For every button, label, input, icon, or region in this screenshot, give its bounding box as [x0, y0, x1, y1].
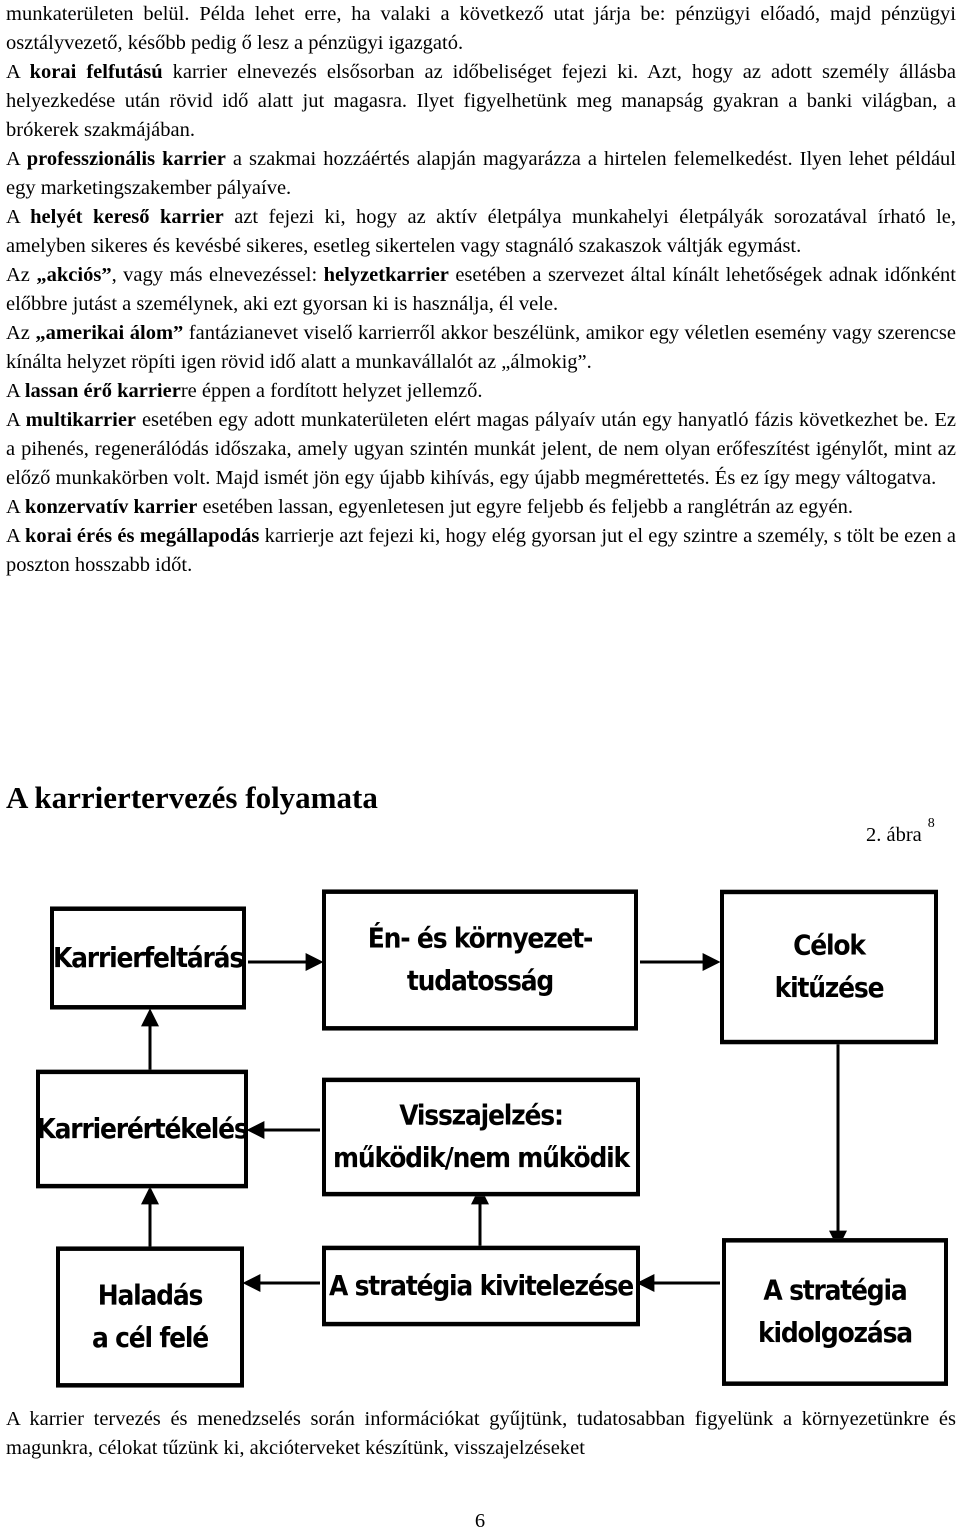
text-run: munkaterületen belül. Példa lehet erre, ha valaki a következő utat járja be: pénzügyi előadó, majd pénzügyi osztályvezető, később pedig ő lesz a pénzügyi igazgató. [6, 3, 956, 54]
diagram-box-strategia-kivitelezese [322, 1246, 640, 1327]
text-run: A [6, 525, 25, 547]
diagram-box-en-kornyezet-tudatossag [322, 889, 638, 1030]
body-text-bottom [6, 1405, 956, 1463]
bold-term: korai érés és megállapodás [24, 525, 260, 547]
box-label: Célok kitűzése [774, 928, 884, 1004]
diagram-box-celok-kituzese [720, 890, 938, 1045]
text-run: azt fejezi ki, hogy az aktív életpálya munkahelyi életpályák sorozatával írható le, amelyben sikeres és kevésbé sikeres, esetleg sikertelen vagy stagnáló szakaszok váltják egymást. [6, 206, 956, 257]
box-label: Haladás a cél felé [92, 1278, 208, 1354]
text-run: A [6, 61, 30, 83]
text-run: karrier elnevezés elsősorban az időbeliséget fejezi ki. Azt, hogy az adott személy állásba helyezkedése után rövid idő alatt jut magasra. Ilyet figyelhetünk meg manapság gyakran a banki világban, a brókerek szakmájában. [6, 61, 956, 141]
text-run: , vagy más elnevezéssel: [111, 264, 324, 286]
text-run: Az [6, 322, 36, 344]
box-label: Karrierfeltárás [52, 941, 244, 974]
box-label: A stratégia kivitelezése [328, 1269, 634, 1302]
paragraph-closing [6, 1405, 956, 1463]
text-run: A [6, 496, 25, 518]
box-label: A stratégia kidolgozása [758, 1273, 912, 1349]
diagram-box-visszajelzes [322, 1078, 640, 1197]
text-run: A [6, 206, 31, 228]
bold-term: helyzetkarrier [323, 264, 449, 286]
text-run: esetében a szervezet által kínált lehetőségek adnak időnként előbbre jutást a személynek, aki ezt gyorsan ki is használja, él vele. [6, 264, 956, 315]
text-run: fantázianevet viselő karrierről akkor beszélünk, amikor egy véletlen esemény vagy szerencse kínálta helyzet röpíti igen rövid idő alatt a munkavállalót az „álmokig”. [6, 322, 956, 373]
bold-term: lassan érő karrier [24, 380, 181, 402]
text-run: Az [6, 264, 37, 286]
diagram-box-strategia-kidolgozasa [722, 1238, 948, 1386]
bold-term: helyét kereső karrier [30, 206, 224, 228]
text-run: a szakmai hozzáértés alapján magyarázza a hirtelen felemelkedést. Ilyen lehet például egy marketingszakember pályaíve. [6, 148, 956, 199]
diagram-box-haladas-a-cel-fele [56, 1246, 244, 1387]
page-number: 6 [474, 1510, 486, 1532]
bold-term: korai felfutású [29, 61, 163, 83]
box-label: Visszajelzés: működik/nem működik [333, 1098, 629, 1174]
text-run: A [6, 148, 27, 170]
text-run: re éppen a fordított helyzet jellemző. [180, 380, 483, 402]
text-run: esetében egy adott munkaterületen elért magas pályaív után egy hanyatló fázis következhet be. Ez a pihenés, regenerálódás időszaka, amely ugyan szintén munkát jelent, de nem olyan erőfeszítést igénylőt, mint az előző munkakörben volt. Majd ismét jön egy újabb kihívás, egy újabb megmérettetés. És ez így megy váltogatva. [6, 409, 956, 489]
text-run: karrierje azt fejezi ki, hogy elég gyorsan jut el egy szintre a személy, s tölt be ezen a poszton hosszabb időt. [6, 525, 956, 576]
bold-term: „akciós” [36, 264, 112, 286]
text-run: A [6, 409, 26, 431]
box-label: Karrierértékelés [36, 1112, 248, 1145]
text-run: A [6, 380, 25, 402]
footnote-marker: 8 [927, 816, 935, 831]
bold-term: professzionális karrier [26, 148, 226, 170]
diagram-box-karrierfeltaras [50, 906, 246, 1009]
section-heading: A karriertervezés folyamata [6, 780, 378, 815]
text-run: esetében lassan, egyenletesen jut egyre feljebb és feljebb a ranglétrán az egyén. [197, 496, 854, 518]
bold-term: konzervatív karrier [24, 496, 198, 518]
diagram-box-karrierertekeles [36, 1070, 248, 1189]
bold-term: „amerikai álom” [35, 322, 184, 344]
box-label: Én- és környezet- tudatosság [367, 921, 593, 997]
text-run: A karrier tervezés és menedzselés során információkat gyűjtünk, tudatosabban figyelünk a környezetünkre és magunkra, célokat tűzünk ki, akcióterveket készítünk, visszajelzéseket [6, 1408, 956, 1459]
figure-caption: 2. ábra [866, 823, 922, 846]
bold-term: multikarrier [25, 409, 137, 431]
